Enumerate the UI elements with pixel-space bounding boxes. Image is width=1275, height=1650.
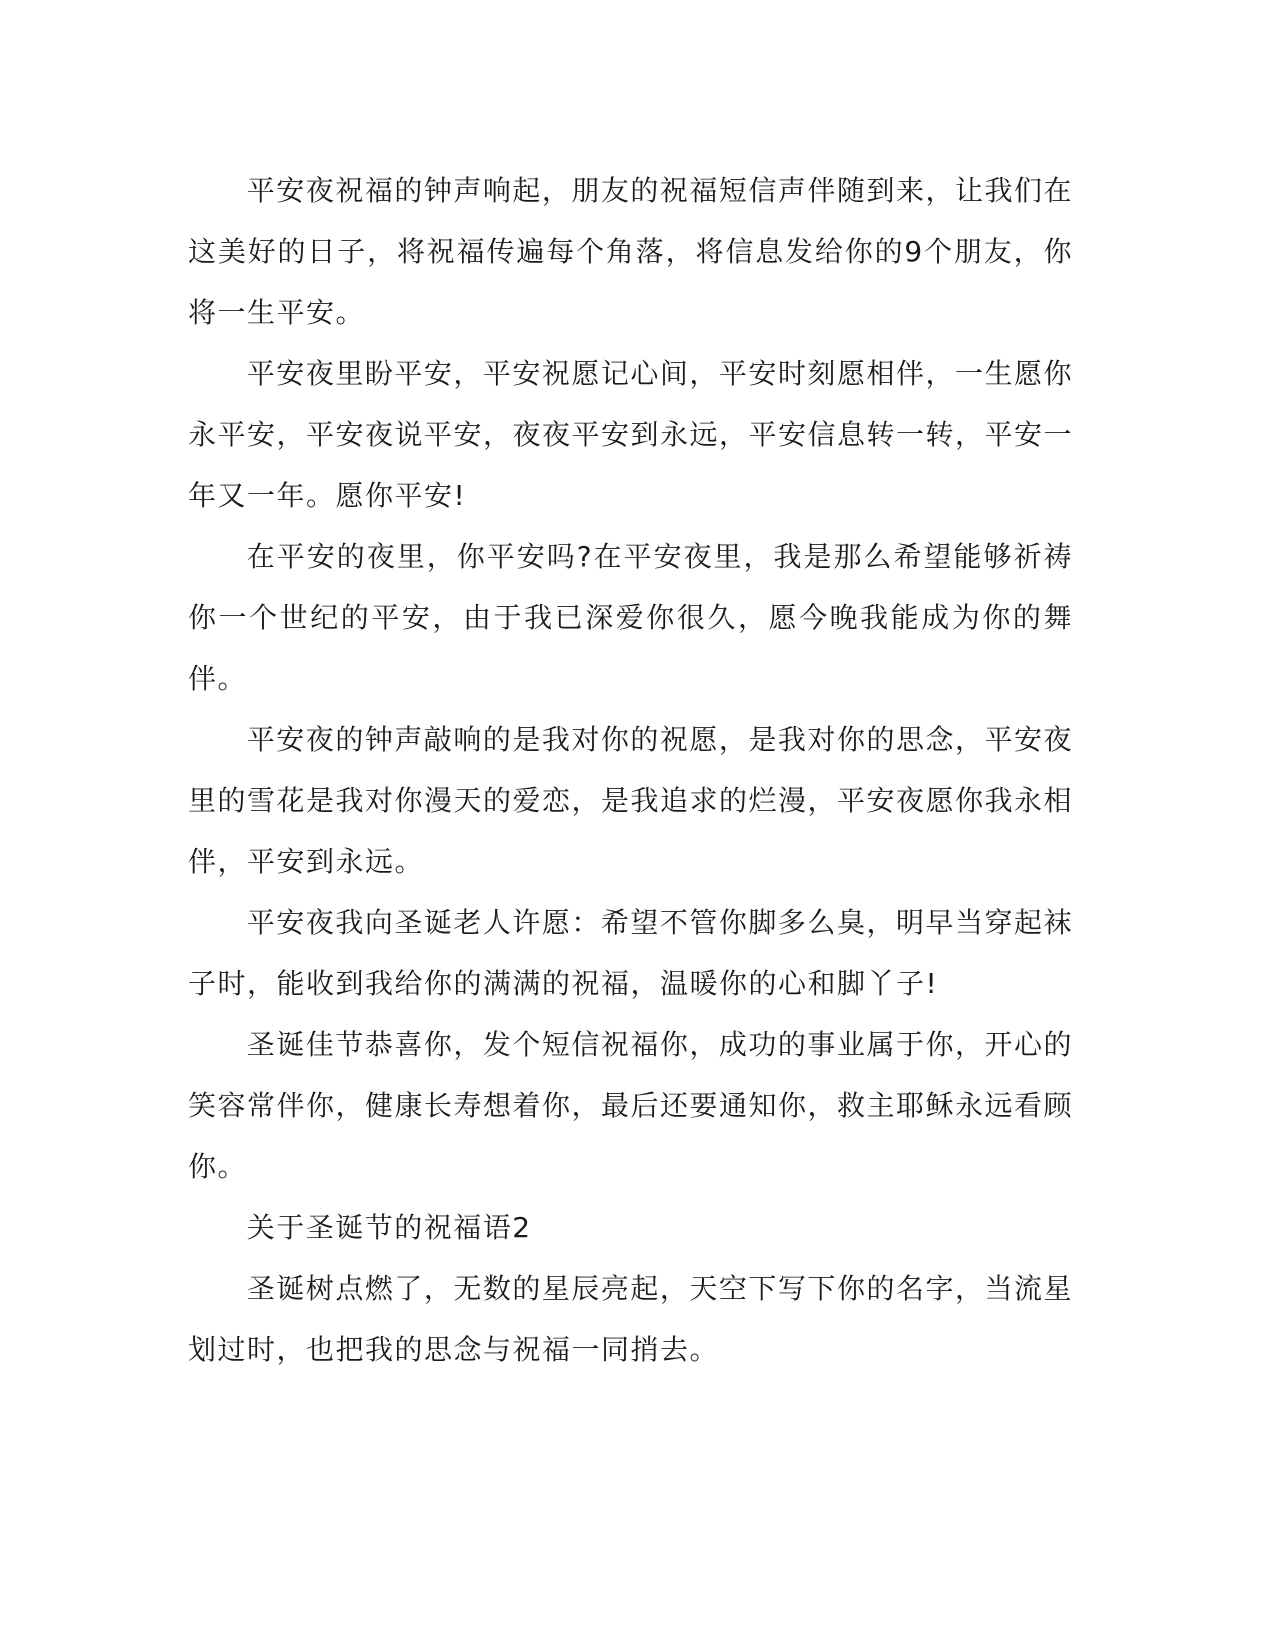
- paragraph: 平安夜我向圣诞老人许愿：希望不管你脚多么臭，明早当穿起袜子时，能收到我给你的满满的祝福，温暖你的心和脚丫子!: [188, 906, 1073, 1000]
- paragraph: 平安夜里盼平安，平安祝愿记心间，平安时刻愿相伴，一生愿你永平安，平安夜说平安，夜夜平安到永远，平安信息转一转，平安一年又一年。愿你平安!: [188, 357, 1074, 512]
- paragraph: 圣诞树点燃了，无数的星辰亮起，天空下写下你的名字，当流星划过时，也把我的思念与祝福一同捎去。: [188, 1272, 1073, 1366]
- document-body: [188, 160, 1073, 1380]
- section-heading: 关于圣诞节的祝福语2: [246, 1211, 532, 1244]
- paragraph: 平安夜祝福的钟声响起，朋友的祝福短信声伴随到来，让我们在这美好的日子，将祝福传遍每个角落，将信息发给你的9个朋友，你将一生平安。: [188, 174, 1073, 329]
- paragraph: 平安夜的钟声敲响的是我对你的祝愿，是我对你的思念，平安夜里的雪花是我对你漫天的爱恋，是我追求的烂漫，平安夜愿你我永相伴，平安到永远。: [188, 723, 1074, 878]
- paragraph: 在平安的夜里，你平安吗?在平安夜里，我是那么希望能够祈祷你一个世纪的平安，由于我已深爱你很久，愿今晚我能成为你的舞伴。: [188, 540, 1073, 695]
- paragraph: 圣诞佳节恭喜你，发个短信祝福你，成功的事业属于你，开心的笑容常伴你，健康长寿想着你，最后还要通知你，救主耶稣永远看顾你。: [188, 1028, 1074, 1183]
